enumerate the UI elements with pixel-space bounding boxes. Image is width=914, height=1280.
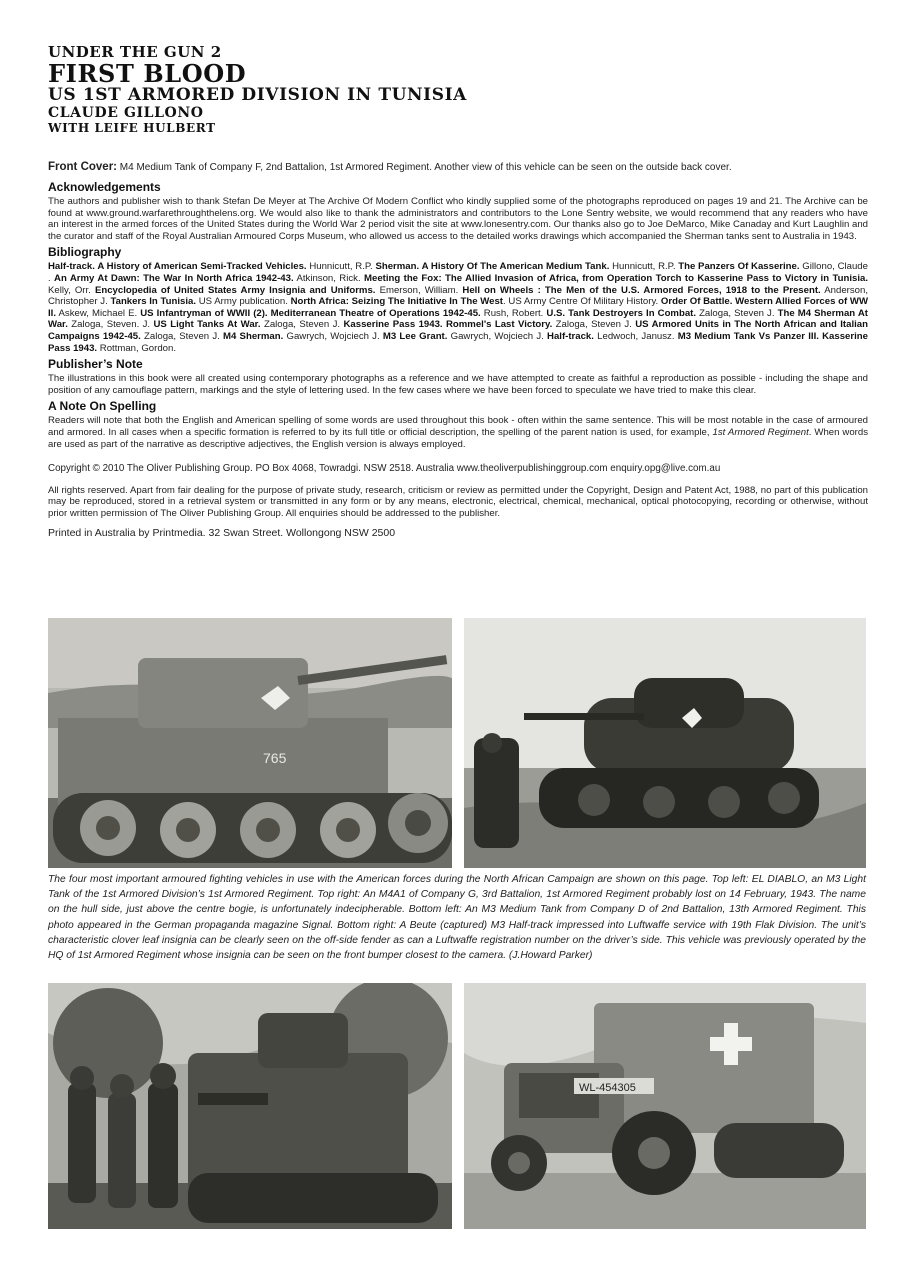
photo-m3-half-track (464, 983, 866, 1229)
bibliography-title: Half-track. (547, 330, 594, 342)
bibliography-title: Meeting the Fox: The Allied Invasion of Africa, from Operation Torch to Kasserine Pass to Victory in Tunisia. (364, 272, 868, 284)
bibliography-list (48, 261, 868, 354)
bibliography-author: Gillono, Claude . (48, 261, 868, 284)
bibliography-author: US Army publication. (196, 296, 291, 308)
bibliography-author: Zaloga, Steven J. (552, 319, 636, 331)
spelling-note-text (48, 415, 868, 450)
bibliography-author: Anderson, Christopher J. (48, 284, 868, 308)
bibliography-title: M3 Medium Tank Vs Panzer III. (677, 330, 819, 342)
bibliography-author: Atkinson, Rick. (293, 272, 364, 284)
front-cover-text: M4 Medium Tank of Company F, 2nd Battalion, 1st Armored Regiment. Another view of this vehicle can be seen on the outside back cover. (117, 162, 732, 173)
bibliography-author: . US Army Centre Of Military History. (503, 296, 661, 308)
bibliography-author: Zaloga, Steven J. (260, 319, 344, 331)
bibliography-title: U.S. Tank Destroyers In Combat. (546, 307, 697, 319)
rights-statement: All rights reserved. Apart from fair dealing for the purpose of private study, research, criticism or review as permitted under the Copyright, Design and Patent Act, 1988, no part of this publication may be reproduced, stored in a retrieval system or transmitted in any form or by any means, electronic, electrical, chemical, mechanical, optical photocopying, recording or otherwise, without prior written permission of The Oliver Publishing Group. All enquiries should be addressed to the publisher. (48, 484, 868, 519)
bibliography-author: Emerson, William. (375, 284, 463, 296)
publishers-note-text: The illustrations in this book were all created using contemporary photographs as a reference and we have attempted to create as faithful a reproduction as possible - including the shape and position of any camouflage pattern, markings and the style of lettering used. In the few cases where we have been forced to speculate we have tried to make this clear. (48, 373, 868, 396)
book-subtitle: US 1ST ARMORED DIVISION IN TUNISIA (48, 85, 467, 105)
author-name: CLAUDE GILLONO (48, 105, 204, 121)
bibliography-title: The M4 Sherman At War. (48, 307, 868, 331)
front-cover-note (48, 161, 868, 174)
bibliography-title: The Panzers Of Kasserine. (678, 261, 800, 273)
bibliography-title: Encyclopedia of United States Army Insignia and Uniforms. (94, 284, 376, 296)
bibliography-author: Rush, Robert. (480, 307, 547, 319)
bibliography-title: US Light Tanks At War. (153, 319, 261, 331)
coauthor-name: WITH LEIFE HULBERT (48, 121, 216, 135)
bibliography-author: Zaloga, Steven J. (140, 330, 224, 342)
registration-plate-text: WL-454305 (579, 1082, 636, 1094)
title-block (48, 44, 868, 135)
acknowledgements-text: The authors and publisher wish to thank Stefan De Meyer at The Archive Of Modern Conflict who kindly supplied some of the photographs reproduced on pages 19 and 21. The Archive can be found at www.ground.warfarethroughthelens.org. We would also like to thank the administrators and contributors to the Lone Sentry website, we would recommend that any readers who have an interest in the armed forces of the United States during the World War 2 period visit the site at www.lonesentry.com. Our thanks also go to Joe DeMarco, Mike Canaday and Kurt Laughlin and the curator and staff of the Royal Australian Armoured Corps Museum, who allowed us access to the detailed works drawings which accompanied the Sherman tanks sent to Australia in 1943. (48, 196, 868, 242)
bibliography-title: An Army At Dawn: The War In North Africa 1942-43. (54, 272, 294, 284)
bibliography-title: Tankers In Tunisia. (110, 296, 197, 308)
bibliography-title: Kasserine Pass 1943. (48, 330, 868, 354)
photo-m4a1-sherman (464, 618, 866, 868)
bibliography-author: Zaloga, Steven. J. (67, 319, 154, 331)
publishers-note-heading: Publisher’s Note (48, 357, 143, 372)
spelling-text-after: . When words are used as part of the narrative as descriptive adjectives, the English version is always employed. (48, 426, 869, 450)
bibliography-title: Sherman. A History Of The American Medium Tank. (375, 261, 610, 273)
bibliography-author: Askew, Michael E. (56, 307, 141, 319)
bibliography-author: Zaloga, Steven J. (696, 307, 778, 319)
photo-m3-light-tank (48, 618, 452, 868)
bibliography-author: Hunnicutt, R.P. (609, 261, 679, 273)
bibliography-title: Kasserine Pass 1943. Rommel's Last Victory. (343, 319, 553, 331)
acknowledgements-heading: Acknowledgements (48, 180, 161, 194)
bibliography-author: Gawrych, Wojciech J. (447, 330, 548, 342)
bibliography-title: Hell on Wheels : The Men of the U.S. Armored Forces, 1918 to the Present. (462, 284, 821, 296)
bibliography-author: Rottman, Gordon. (97, 342, 177, 354)
bibliography-title: North Africa: Seizing The Initiative In The West (290, 296, 504, 308)
bibliography-author: Ledwoch, Janusz. (593, 330, 678, 342)
bibliography-title: US Infantryman of WWII (2). (140, 307, 268, 319)
bibliography-title: Half-track. A History of American Semi-Tracked Vehicles. (48, 261, 307, 273)
series-title: UNDER THE GUN 2 (48, 43, 222, 61)
front-cover-label: Front Cover: (48, 161, 117, 173)
photo-caption: The four most important armoured fighting vehicles in use with the American forces during the North African Campaign are shown on this page. Top left: EL DIABLO, an M3 Light Tank of the 1st Armored Division’s 1st Armored Regiment. Top right: An M4A1 of Company G, 3rd Battalion, 1st Armored Regiment probably lost on 14 February, 1943. The name on the hull side, just above the centre bogie, is unfortunately indecipherable. Bottom left: An M3 Medium Tank from Company D of 2nd Battalion, 13th Armored Regiment. This photo appeared in the German propaganda magazine Signal. Bottom right: A Beute (captured) M3 Half-track impressed into Luftwaffe service with 19th Flak Division. The unit’s characteristic clover leaf insignia can be clearly seen on the off-side fender as can a Luftwaffe registration number on the driver’s side. This vehicle was previously operated by the HQ of 1st Armored Regiment whose insignia can be seen on the front bumper closest to the camera. (J.Howard Parker) (48, 874, 866, 962)
bibliography-author: Hunnicutt, R.P. (306, 261, 376, 273)
book-title: FIRST BLOOD (48, 59, 247, 88)
spelling-example: 1st Armored Regiment (712, 426, 809, 438)
bibliography-author: Gawrych, Wojciech J. (283, 330, 383, 342)
bibliography-title: US Armored Units in The North African and Italian Campaigns 1942-45. (48, 319, 868, 342)
printer-line: Printed in Australia by Printmedia. 32 Swan Street. Wollongong NSW 2500 (48, 527, 396, 540)
hull-marking-text: 765 (263, 750, 287, 766)
spelling-note-heading: A Note On Spelling (48, 399, 157, 414)
front-matter (48, 161, 868, 540)
bibliography-title: M4 Sherman. (223, 330, 284, 342)
copyright-line: Copyright © 2010 The Oliver Publishing Group. PO Box 4068, Towradgi. NSW 2518. Australia www.theoliverpublishinggroup.com enquiry.opg@live.com.au (48, 463, 721, 475)
bibliography-title: M3 Lee Grant. (382, 330, 448, 342)
bibliography-title: Mediterranean Theatre of Operations 1942-45. (270, 307, 481, 319)
spelling-text-before: Readers will note that both the English and American spelling of some words are used throughout this book - often within the same sentence. This will be most notable in the case of armoured and armored. In all cases when a specific formation is referred to by its full title or official description, the spelling of the parent nation is used, for example, (48, 415, 868, 438)
bibliography-title: Order Of Battle. Western Allied Forces of WW II. (48, 296, 869, 319)
photo-m3-medium-tank (48, 983, 452, 1229)
bibliography-author: Kelly, Orr. (48, 284, 95, 296)
bibliography-heading: Bibliography (48, 245, 122, 260)
